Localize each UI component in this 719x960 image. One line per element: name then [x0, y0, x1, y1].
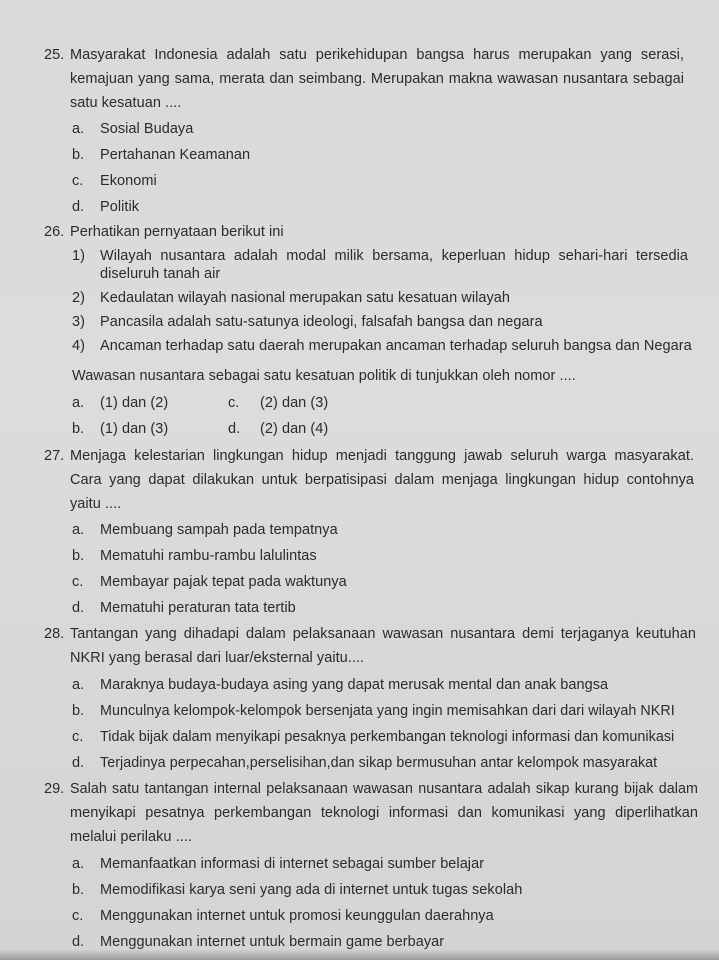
option-text: Mematuhi peraturan tata tertib [100, 600, 296, 616]
statement-text: Kedaulatan wilayah nasional merupakan satu kesatuan wilayah [100, 290, 511, 306]
option-letter: d. [72, 755, 85, 771]
question-stem-line: kemajuan yang sama, merata dan seimbang. Merupakan makna wawasan nusantara sebagai [70, 71, 684, 87]
option-text: (2) dan (3) [260, 395, 329, 411]
statement-text: diseluruh tanah air [100, 266, 221, 282]
option-text: Menggunakan internet untuk bermain game berbayar [100, 934, 445, 950]
option-letter: b. [72, 703, 85, 719]
option-text: Membuang sampah pada tempatnya [100, 522, 338, 538]
option-letter: d. [72, 600, 85, 616]
option-text: Memanfaatkan informasi di internet sebagai sumber belajar [100, 856, 485, 872]
option-text: (1) dan (3) [100, 421, 169, 437]
question-stem-line: yaitu .... [70, 496, 122, 512]
question-number: 25. [44, 47, 65, 63]
statement-text: Ancaman terhadap satu daerah merupakan ancaman terhadap seluruh bangsa dan Negara [100, 338, 692, 354]
option-text: (2) dan (4) [260, 421, 329, 437]
statement-text: Pancasila adalah satu-satunya ideologi, falsafah bangsa dan negara [100, 314, 543, 330]
option-letter: d. [72, 199, 85, 215]
option-letter: a. [72, 677, 85, 693]
question-stem-line: Cara yang dapat dilakukan untuk berpatisipasi dalam menjaga lingkungan hidup contohnya [70, 472, 694, 488]
option-letter: d. [228, 421, 241, 437]
option-letter: c. [228, 395, 240, 411]
option-letter: b. [72, 548, 85, 564]
question-stem-line: Tantangan yang dihadapi dalam pelaksanaan wawasan nusantara demi terjaganya keutuhan [70, 626, 696, 642]
option-letter: c. [72, 173, 84, 189]
option-letter: a. [72, 856, 85, 872]
statement-number: 1) [72, 248, 85, 264]
page-bottom-edge [0, 950, 719, 960]
question-prompt: Wawasan nusantara sebagai satu kesatuan politik di tunjukkan oleh nomor .... [72, 368, 576, 384]
option-text: Membayar pajak tepat pada waktunya [100, 574, 347, 590]
option-letter: a. [72, 395, 85, 411]
option-text: Munculnya kelompok-kelompok bersenjata yang ingin memisahkan dari dari wilayah NKRI [100, 703, 675, 719]
statement-text: Wilayah nusantara adalah modal milik bersama, keperluan hidup sehari-hari tersedia [100, 248, 688, 264]
question-stem-line: menyikapi pesatnya perkembangan teknologi informasi dan komunikasi yang diperlihatkan [70, 805, 698, 821]
question-stem-line: Masyarakat Indonesia adalah satu perikehidupan bangsa harus merupakan yang serasi, [70, 47, 684, 63]
option-text: Memodifikasi karya seni yang ada di internet untuk tugas sekolah [100, 882, 523, 898]
question-number: 29. [44, 781, 65, 797]
option-text: Tidak bijak dalam menyikapi pesaknya perkembangan teknologi informasi dan komunikasi [100, 729, 675, 745]
option-letter: b. [72, 421, 85, 437]
option-text: Maraknya budaya-budaya asing yang dapat merusak mental dan anak bangsa [100, 677, 609, 693]
option-letter: b. [72, 882, 85, 898]
option-letter: c. [72, 729, 84, 745]
question-number: 26. [44, 224, 65, 240]
option-letter: c. [72, 908, 84, 924]
statement-number: 3) [72, 314, 85, 330]
option-letter: b. [72, 147, 85, 163]
question-stem-line: NKRI yang berasal dari luar/eksternal yaitu.... [70, 650, 365, 666]
statement-number: 4) [72, 338, 85, 354]
option-letter: a. [72, 522, 85, 538]
option-text: (1) dan (2) [100, 395, 169, 411]
question-stem-line: Menjaga kelestarian lingkungan hidup menjadi tanggung jawab seluruh warga masyarakat. [70, 448, 694, 464]
question-stem-line: Salah satu tantangan internal pelaksanaan wawasan nusantara adalah sikap kurang bijak dalam [70, 781, 698, 797]
option-text: Pertahanan Keamanan [100, 147, 251, 163]
question-number: 27. [44, 448, 65, 464]
option-letter: d. [72, 934, 85, 950]
question-stem-line: Perhatikan pernyataan berikut ini [70, 224, 284, 240]
option-letter: c. [72, 574, 84, 590]
option-text: Menggunakan internet untuk promosi keunggulan daerahnya [100, 908, 494, 924]
option-text: Politik [100, 199, 140, 215]
option-text: Ekonomi [100, 173, 157, 189]
option-letter: a. [72, 121, 85, 137]
option-text: Mematuhi rambu-rambu lalulintas [100, 548, 317, 564]
question-stem-line: melalui perilaku .... [70, 829, 192, 845]
option-text: Sosial Budaya [100, 121, 194, 137]
question-number: 28. [44, 626, 65, 642]
option-text: Terjadinya perpecahan,perselisihan,dan sikap bermusuhan antar kelompok masyarakat [100, 755, 658, 771]
question-stem-line: satu kesatuan .... [70, 95, 182, 111]
statement-number: 2) [72, 290, 85, 306]
